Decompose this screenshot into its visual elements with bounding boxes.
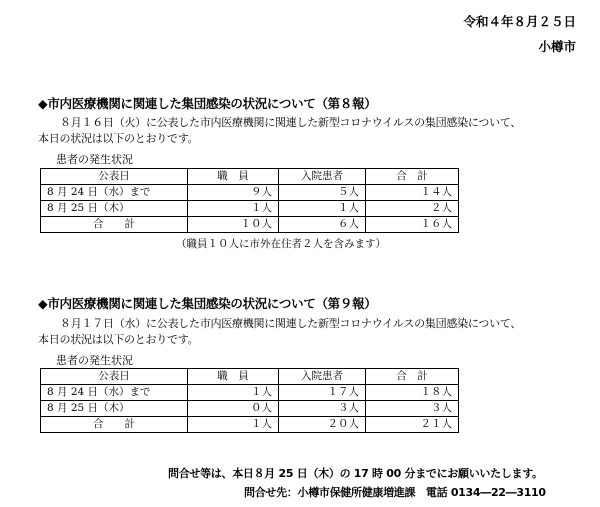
table-cell-total-label: 合 計 [41, 417, 188, 433]
report-8-table-label: 患者の発生状況 [56, 153, 133, 166]
table-cell-total-label: 合 計 [41, 217, 188, 233]
table-cell-inpatients: ６人 [279, 217, 366, 233]
report-8-heading: ◆市内医療機関に関連した集団感染の状況について（第８報） [38, 96, 377, 111]
table-cell-date: 8 月 24 日（水）まで [41, 385, 188, 401]
report-9-paragraph-line1: ８月１７日（水）に公表した市内医療機関に関連した新型コロナウイルスの集団感染について、 [60, 317, 522, 330]
column-header-total: 合 計 [366, 169, 459, 185]
table-cell-total: ３人 [366, 401, 459, 417]
report-9-paragraph [38, 316, 578, 348]
table-cell-inpatients: ３人 [279, 401, 366, 417]
table-cell-inpatients: ５人 [279, 185, 366, 201]
table-cell-staff: ９人 [188, 185, 279, 201]
report-9-paragraph-line2: 本日の状況は以下のとおりです。 [38, 333, 199, 346]
table-cell-inpatients: １７人 [279, 385, 366, 401]
column-header-date: 公表日 [41, 169, 188, 185]
table-total-row [41, 417, 459, 433]
table-row [41, 201, 459, 217]
table-cell-total: ２１人 [366, 417, 459, 433]
table-cell-staff: １人 [188, 385, 279, 401]
table-header-row [41, 369, 459, 385]
table-row [41, 401, 459, 417]
table-row [41, 185, 459, 201]
report-8-paragraph-line2: 本日の状況は以下のとおりです。 [38, 132, 199, 145]
column-header-inpatients: 入院患者 [279, 169, 366, 185]
table-cell-staff: １人 [188, 201, 279, 217]
table-cell-inpatients: ２０人 [279, 417, 366, 433]
table-cell-total: ２人 [366, 201, 459, 217]
table-cell-total: １８人 [366, 385, 459, 401]
table-cell-total: １４人 [366, 185, 459, 201]
issuer-city: 小樽市 [538, 39, 576, 54]
column-header-date: 公表日 [41, 369, 188, 385]
column-header-total: 合 計 [366, 369, 459, 385]
report-8-note: （職員１０人に市外在住者２人を含みます） [176, 238, 386, 250]
report-9-patient-table [40, 368, 459, 433]
report-8-paragraph-line1: ８月１６日（火）に公表した市内医療機関に関連した新型コロナウイルスの集団感染について、 [60, 116, 522, 129]
table-cell-total: １６人 [366, 217, 459, 233]
table-cell-staff: １人 [188, 417, 279, 433]
table-cell-staff: １０人 [188, 217, 279, 233]
table-cell-date: 8 月 25 日（木） [41, 401, 188, 417]
table-cell-date: 8 月 24 日（水）まで [41, 185, 188, 201]
contact-info: 問合せ先：小樽市保健所健康増進課 電話 0134―22―3110 [244, 486, 546, 499]
table-total-row [41, 217, 459, 233]
report-8-paragraph [38, 115, 578, 147]
report-9-heading: ◆市内医療機関に関連した集団感染の状況について（第９報） [38, 296, 377, 311]
table-cell-date: 8 月 25 日（木） [41, 201, 188, 217]
table-header-row [41, 169, 459, 185]
table-cell-inpatients: １人 [279, 201, 366, 217]
table-cell-staff: ０人 [188, 401, 279, 417]
table-row [41, 385, 459, 401]
report-9-table-label: 患者の発生状況 [56, 354, 133, 367]
inquiry-deadline: 問合せ等は、本日８月 25 日（木）の 17 時 00 分までにお願いいたします。 [168, 467, 543, 480]
report-8-patient-table [40, 168, 459, 233]
release-date: 令和４年８月２５日 [463, 14, 576, 29]
column-header-inpatients: 入院患者 [279, 369, 366, 385]
column-header-staff: 職 員 [188, 369, 279, 385]
column-header-staff: 職 員 [188, 169, 279, 185]
